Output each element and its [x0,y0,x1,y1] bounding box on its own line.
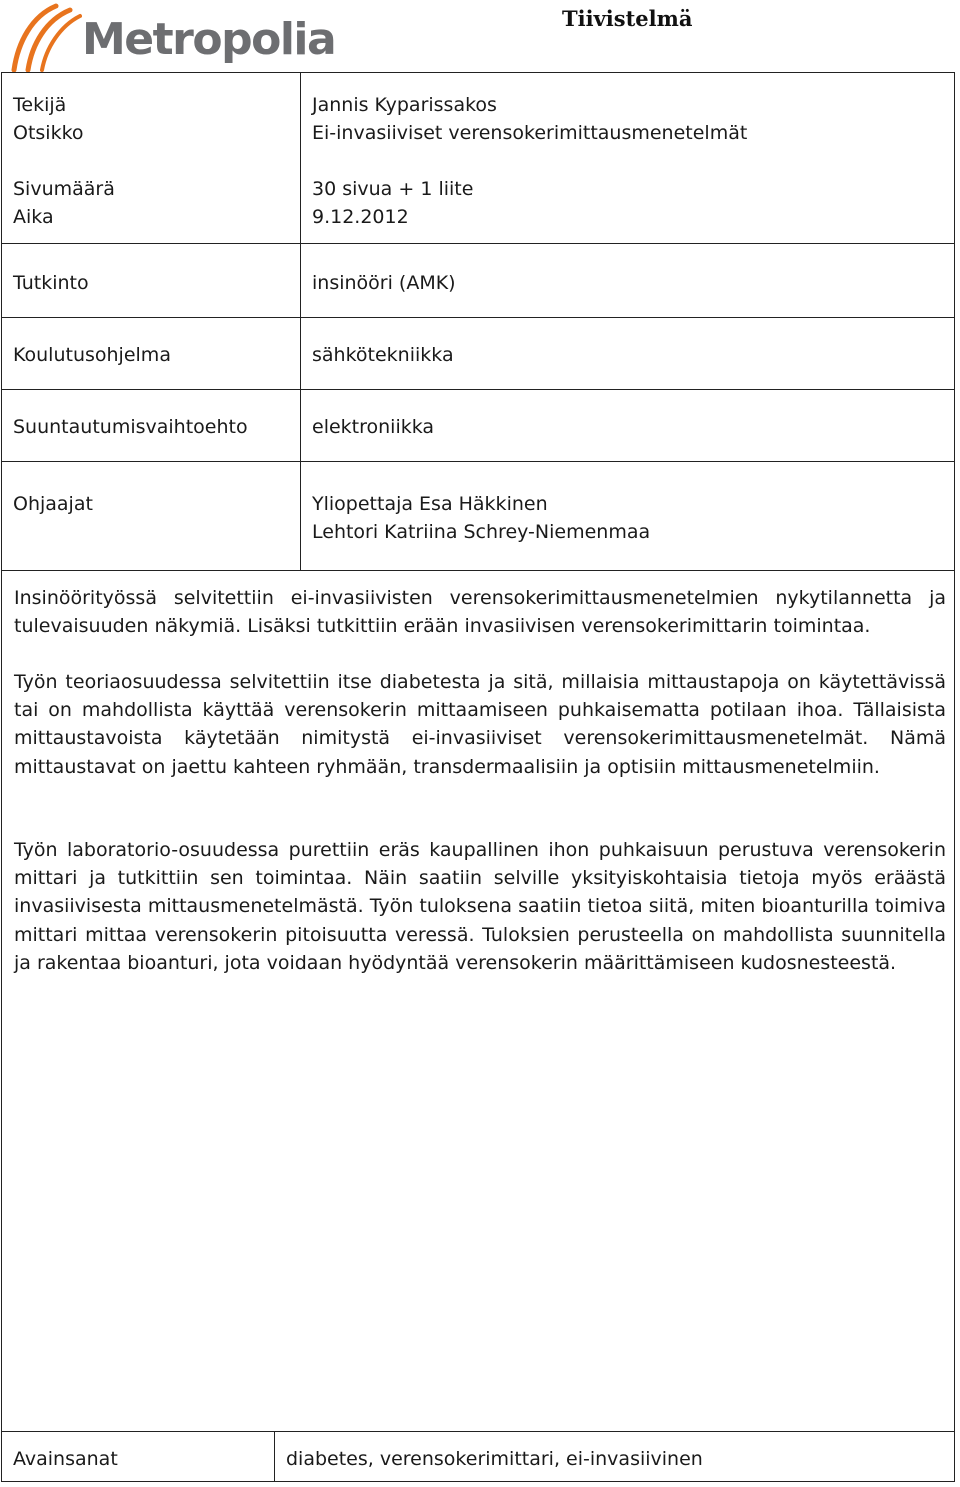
pages-value: 30 sivua + 1 liite [312,178,474,200]
column-divider [274,1431,275,1481]
row-divider [2,389,954,390]
supervisors-label: Ohjaajat [13,493,93,515]
logo-swoosh-icon [10,2,82,72]
row-divider [2,461,954,462]
programme-value: sähkötekniikka [312,344,454,366]
row-divider [2,317,954,318]
keywords-value: diabetes, verensokerimittari, ei-invasiivinen [286,1448,703,1470]
supervisor-2: Lehtori Katriina Schrey-Niemenmaa [312,521,651,543]
column-divider [300,73,301,570]
row-divider [2,243,954,244]
date-label: Aika [13,206,54,228]
date-value: 9.12.2012 [312,206,409,228]
title-label: Otsikko [13,122,84,144]
logo-wordmark: Metropolia [82,14,336,65]
document-type-title: Tiivistelmä [562,6,693,31]
keywords-label: Avainsanat [13,1448,118,1470]
title-value: Ei-invasiiviset verensokerimittausmenetelmät [312,122,748,144]
row-divider [2,1431,954,1432]
abstract-form [1,72,955,1482]
abstract-paragraph-3: Työn laboratorio-osuudessa purettiin eräs kaupallinen ihon puhkaisuun perustuva verensokerin mittari ja tutkittiin sen toimintaa. Näin saatiin selville yksityiskohtaisia tietoja myös eräästä invasiivisesta mittausmenetelmästä. Työn tuloksena saatiin tietoa siitä, miten bioanturilla toimiva mittari mittaa verensokerin pitoisuutta veressä. Tuloksien perusteella on mahdollista suunnitella ja rakentaa bioanturi, jota voidaan hyödyntää verensokerin määrittämiseen kudosnesteestä. [14,839,946,974]
author-value: Jannis Kyparissakos [312,94,497,116]
specialization-value: elektroniikka [312,416,435,438]
programme-label: Koulutusohjelma [13,344,171,366]
pages-label: Sivumäärä [13,178,115,200]
degree-label: Tutkinto [13,272,89,294]
page-header [0,0,960,72]
abstract-paragraph-2: Työn teoriaosuudessa selvitettiin itse diabetesta ja sitä, millaisia mittaustapoja on käytettävissä tai on mahdollista käyttää verensokerin mittaamiseen puhkaisematta potilaan ihoa. Tällaisista mittaustavoista käytetään nimitystä ei-invasiiviset verensokerimittausmenetelmät. Nämä mittaustavat on jaettu kahteen ryhmään, transdermaalisiin ja optisiin mittausmenetelmiin. [14,671,946,778]
specialization-label: Suuntautumisvaihtoehto [13,416,248,438]
author-label: Tekijä [13,94,67,116]
supervisor-1: Yliopettaja Esa Häkkinen [312,493,548,515]
row-divider [2,570,954,571]
degree-value: insinööri (AMK) [312,272,456,294]
metropolia-logo [10,2,336,72]
abstract-paragraph-1: Insinöörityössä selvitettiin ei-invasiivisten verensokerimittausmenetelmien nykytilannetta ja tulevaisuuden näkymiä. Lisäksi tutkittiin erään invasiivisen verensokerimittarin toimintaa. [14,587,946,638]
